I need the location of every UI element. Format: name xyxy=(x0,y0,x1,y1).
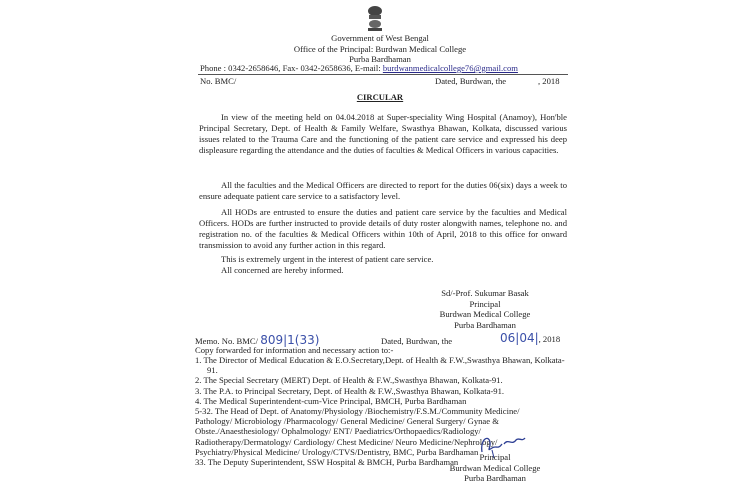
paragraph-3: All HODs are entrusted to ensure the duties and patient care service by the faculties and Medical Officers. HODs are further instructed to provide details of duty roster alongwith names, telephone no. and registration no. of the faculties & Medical Officers within 10th of April, 2018 to this office for onward transmission to avoid any further action in this regard. xyxy=(199,207,567,250)
list-item: 4. The Medical Superintendent-cum-Vice Principal, BMCH, Purba Bardhaman xyxy=(195,395,467,406)
memo-prefix: Memo. No. BMC/ xyxy=(195,336,259,346)
copy-forward-line: Copy forwarded for information and necessary action to:- xyxy=(195,345,394,355)
memo-number-handwritten: 809|1(33) xyxy=(260,333,320,347)
gov-line: Government of West Bengal xyxy=(331,33,429,43)
signatory2-org: Burdwan Medical College xyxy=(449,462,541,473)
memo-date xyxy=(500,333,560,345)
paragraph-2: All the faculties and the Medical Officers are directed to report for the duties 06(six) days a week to ensure adequate patient care service to a satisfactory level. xyxy=(199,180,567,201)
state-emblem-icon xyxy=(365,4,385,32)
signatory-district: Purba Bardhaman xyxy=(454,319,516,330)
header-divider xyxy=(198,74,568,75)
list-item: 2. The Special Secretary (MERT) Dept. of Health & F.W.,Swasthya Bhawan, Kolkata-91. xyxy=(195,375,503,386)
list-item: 1. The Director of Medical Education & E.O.Secretary,Dept. of Health & F.W.,Swasthya Bhawan, Kolkata-91. xyxy=(195,355,565,376)
signatory2-district: Purba Bardhaman xyxy=(464,473,526,483)
contact-text: Phone : 0342-2658646, Fax- 0342-2658636, E-mail: xyxy=(200,63,383,73)
signatory-org: Burdwan Medical College xyxy=(439,309,531,319)
dated-year: , 2018 xyxy=(538,76,560,86)
contact-line xyxy=(200,63,518,74)
signatory2-title: Principal xyxy=(479,452,511,462)
paragraph-4: This is extremely urgent in the interest of patient care service. xyxy=(221,254,434,264)
paragraph-1: In view of the meeting held on 04.04.2018 at Super-speciality Wing Hospital (Anamoy), Hon'ble Principal Secretary, Dept. of Health & Family Welfare, Swasthya Bhawan, Kolkata, discussed various issues related to the Trauma Care and the functioning of the patient care service and expressed his deep displeasure regarding the attendance and the duties of faculties & Medical Officers in various capacities. xyxy=(199,112,567,155)
list-item: 5-32. The Head of Dept. of Anatomy/Physiology /Biochemistry/F.S.M./Community Medicine/ Pathology/ Microbiology /Pharmacology/ General Medicine/ General Surgery/ Gynae & Obste./Anaesthesiology/ Ophalmology/ ENT/ Paediatrics/Orthopaedics/Radiology/ Radiotherapy/Dermatology/ Cardiology/ Chest Medicine/ Neuro Medicine/Nephrology/ Psychiatry/Physical Medicine/ Urology/CTVS/Dentistry, BMC, Purba Bardhaman xyxy=(195,406,520,457)
signatory-2 xyxy=(440,452,550,484)
office-line: Office of the Principal: Burdwan Medical College xyxy=(293,44,467,54)
ref-no: No. BMC/ xyxy=(200,76,237,86)
signatory-title: Principal xyxy=(469,298,501,309)
email-link[interactable]: burdwanmedicalcollege76@gmail.com xyxy=(382,63,518,73)
signatory-1 xyxy=(425,288,545,330)
circular-title: CIRCULAR xyxy=(356,92,404,102)
list-item: 3. The P.A. to Principal Secretary, Dept. of Health & F.W.,Swasthya Bhawan, Kolkata-91. xyxy=(195,385,505,396)
memo-year: , 2018 xyxy=(538,334,561,344)
memo-dated-label: Dated, Burdwan, the xyxy=(381,336,453,346)
paragraph-5: All concerned are hereby informed. xyxy=(221,265,344,275)
memo-date-handwritten: 06|04| xyxy=(500,331,539,345)
dated-label: Dated, Burdwan, the xyxy=(435,76,507,86)
signatory-name: Sd/-Prof. Sukumar Basak xyxy=(441,288,529,298)
list-item: 33. The Deputy Superintendent, SSW Hospital & BMCH, Purba Bardhaman xyxy=(195,457,459,468)
district-line: Purba Bardhaman xyxy=(349,54,411,64)
